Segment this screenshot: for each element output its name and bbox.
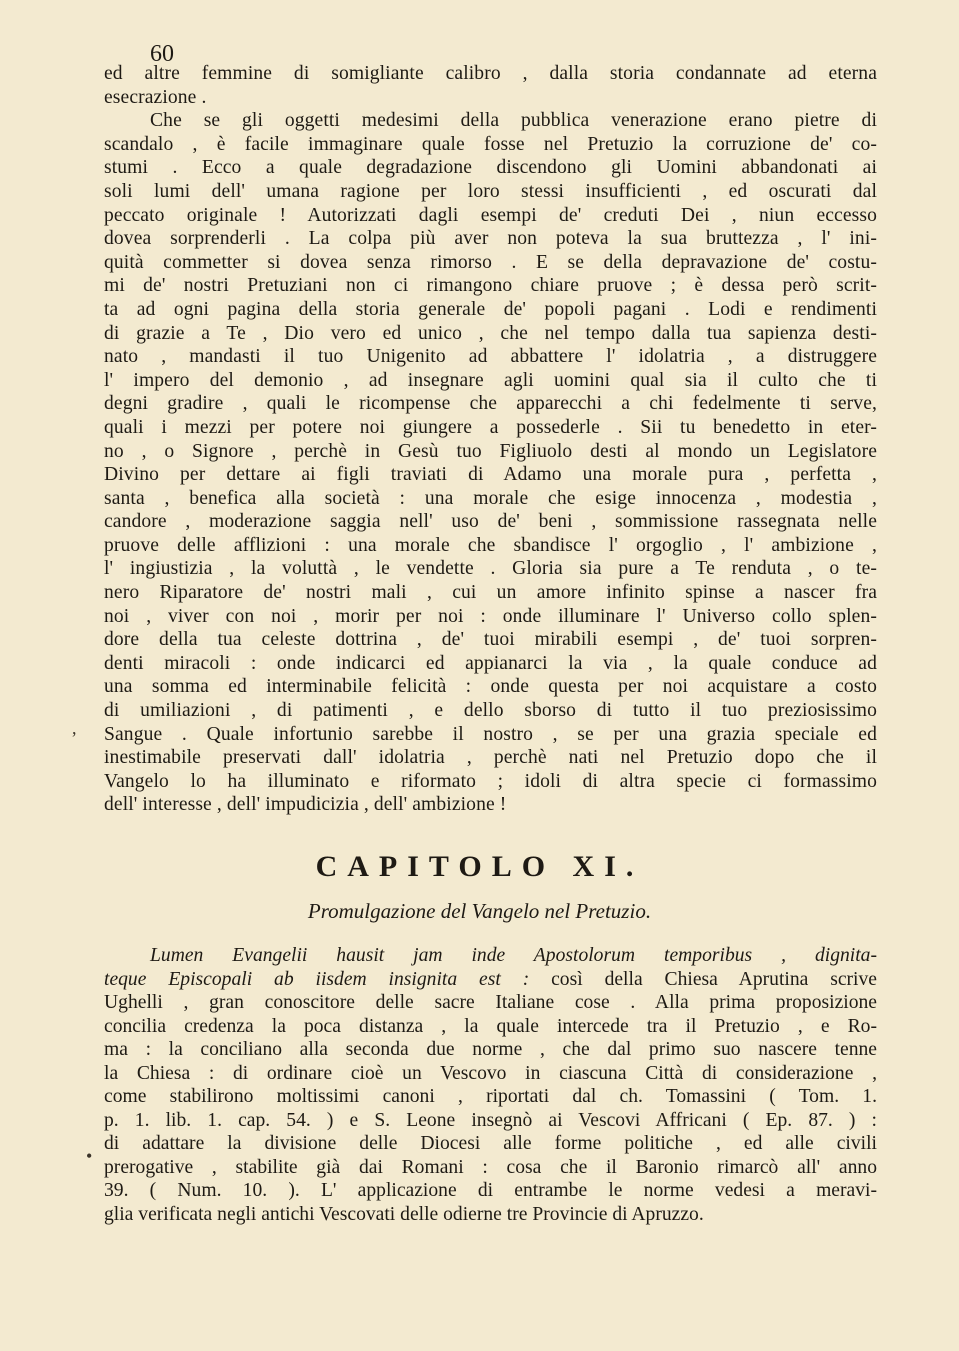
text-line: nato , mandasti il tuo Unigenito ad abbattere l' idolatria , a distruggere xyxy=(104,346,877,368)
text-fragment: così della Chiesa Aprutina scrive xyxy=(529,968,877,990)
text-line: di grazie a Te , Dio vero ed unico , che nel tempo dalla tua sapienza desti- xyxy=(104,322,877,344)
chapter-text xyxy=(104,944,877,1226)
text-line: quali i mezzi per potere noi giungere a possederle . Sii tu benedetto in eter- xyxy=(104,416,877,438)
text-line xyxy=(104,968,877,992)
text-line: di adattare la divisione delle Diocesi alle forme politiche , ed alle civili xyxy=(104,1133,877,1154)
text-line: ed altre femmine di somigliante calibro , dalla storia condannate ad eterna xyxy=(104,63,877,84)
text-line: l' impero del demonio , ad insegnare agli uomini qual sia il culto che ti xyxy=(104,369,877,391)
text-line: Ughelli , gran conoscitore delle sacre Italiane cose . Alla prima proposizione xyxy=(104,992,877,1013)
text-line: mi de' nostri Pretuziani non ci rimangono chiare pruove ; è dessa però scrit- xyxy=(104,275,877,297)
latin-quote: Lumen Evangelii hausit jam inde Apostolorum temporibus , dignita- xyxy=(150,945,877,966)
text-line: esecrazione . xyxy=(104,86,207,108)
text-line: la Chiesa : di ordinare cioè un Vescovo in ciascuna Città di considerazione , xyxy=(104,1062,877,1084)
text-line: nero Riparatore de' nostri mali , cui un amore infinito spinse a nascer fra xyxy=(104,582,877,604)
text-line: denti miracoli : onde indicarci ed appianarci la via , la quale conduce ad xyxy=(104,652,877,674)
margin-mark: • xyxy=(86,1146,93,1166)
text-line: soli lumi dell' umana ragione per loro stessi insufficienti , ed oscurati dal xyxy=(104,180,877,202)
text-line: prerogative , stabilite già dai Romani : cosa che il Baronio rimarcò all' anno xyxy=(104,1156,877,1178)
text-line: una somma ed interminabile felicità : onde questa per noi acquistare a costo xyxy=(104,676,877,698)
text-line: quità commetter si dovea senza rimorso . E se della depravazione de' costu- xyxy=(104,251,877,273)
text-line: noi , viver con noi , morir per noi : onde illuminare l' Universo collo splen- xyxy=(104,605,877,627)
text-line: santa , benefica alla società : una morale che esige innocenza , modestia , xyxy=(104,487,877,509)
text-line: Divino per dettare ai figli traviati di Adamo una morale pura , perfetta , xyxy=(104,464,877,486)
text-line: 39. ( Num. 10. ). L' applicazione di entrambe le norme vedesi a meravi- xyxy=(104,1180,877,1201)
text-line: ta ad ogni pagina della storia generale de' popoli pagani . Lodi e rendimenti xyxy=(104,298,877,320)
body-text xyxy=(104,62,877,817)
text-line: Che se gli oggetti medesimi della pubblica venerazione erano pietre di xyxy=(150,110,877,132)
text-line: scandalo , è facile immaginare quale fosse nel Pretuzio la corruzione de' co- xyxy=(104,133,877,155)
text-line: inestimabile preservati dall' idolatria , perchè nati nel Pretuzio dopo che il xyxy=(104,747,877,769)
text-line: ma : la conciliano alla seconda due norme , che dal primo suo nascere tenne xyxy=(104,1039,877,1060)
margin-mark: , xyxy=(72,718,77,738)
text-line: Vangelo lo ha illuminato e riformato ; idoli di altra specie ci formassimo xyxy=(104,770,877,792)
text-line: l' ingiustizia , la voluttà , le vendette . Gloria sia pure a Te renduta , o te- xyxy=(104,558,877,580)
text-line: stumi . Ecco a quale degradazione discendono gli Uomini abbandonati ai xyxy=(104,157,877,179)
text-line: dovea sorprenderli . La colpa più aver non poteva la sua bruttezza , l' ini- xyxy=(104,228,877,250)
text-line: peccato originale ! Autorizzati dagli esempi de' creduti Dei , niun eccesso xyxy=(104,204,877,226)
text-line: no , o Signore , perchè in Gesù tuo Figliuolo desti al mondo un Legislatore xyxy=(104,440,877,462)
chapter-subtitle: Promulgazione del Vangelo nel Pretuzio. xyxy=(307,899,652,923)
text-line: concilia credenza la poca distanza , la quale intercede tra il Pretuzio , e Ro- xyxy=(104,1015,877,1037)
text-line: dore della tua celeste dottrina , de' tuoi mirabili esempi , de' tuoi sorpren- xyxy=(104,629,877,651)
paragraph xyxy=(104,109,877,817)
text-line xyxy=(104,944,877,968)
text-line: come stabilirono moltissimi canoni , riportati dal ch. Tomassini ( Tom. 1. xyxy=(104,1086,877,1107)
paragraph xyxy=(104,991,877,1226)
text-line: Sangue . Quale infortunio sarebbe il nostro , se per una grazia speciale ed xyxy=(104,723,877,745)
text-line: degni gradire , quali le ricompense che apparecchi a chi fedelmente ti serve, xyxy=(104,393,877,415)
text-line: glia verificata negli antichi Vescovati delle odierne tre Provincie di Apruzzo. xyxy=(104,1203,704,1225)
text-line: p. 1. lib. 1. cap. 54. ) e S. Leone insegnò ai Vescovi Affricani ( Ep. 87. ) : xyxy=(104,1109,877,1131)
text-line: di umiliazioni , di patimenti , e dello sborso di tutto il tuo preziosissimo xyxy=(104,700,877,722)
text-line: candore , moderazione saggia nell' uso de' beni , sommissione rassegnata nelle xyxy=(104,511,877,533)
page-number: 60 xyxy=(150,41,174,67)
chapter-title: CAPITOLO XI. xyxy=(315,850,644,883)
text-line: dell' interesse , dell' impudicizia , dell' ambizione ! xyxy=(104,794,507,816)
text-line: pruove delle afflizioni : una morale che sbandisce l' orgoglio , l' ambizione , xyxy=(104,534,877,556)
latin-quote: teque Episcopali ab iisdem insignita est : xyxy=(104,968,530,990)
